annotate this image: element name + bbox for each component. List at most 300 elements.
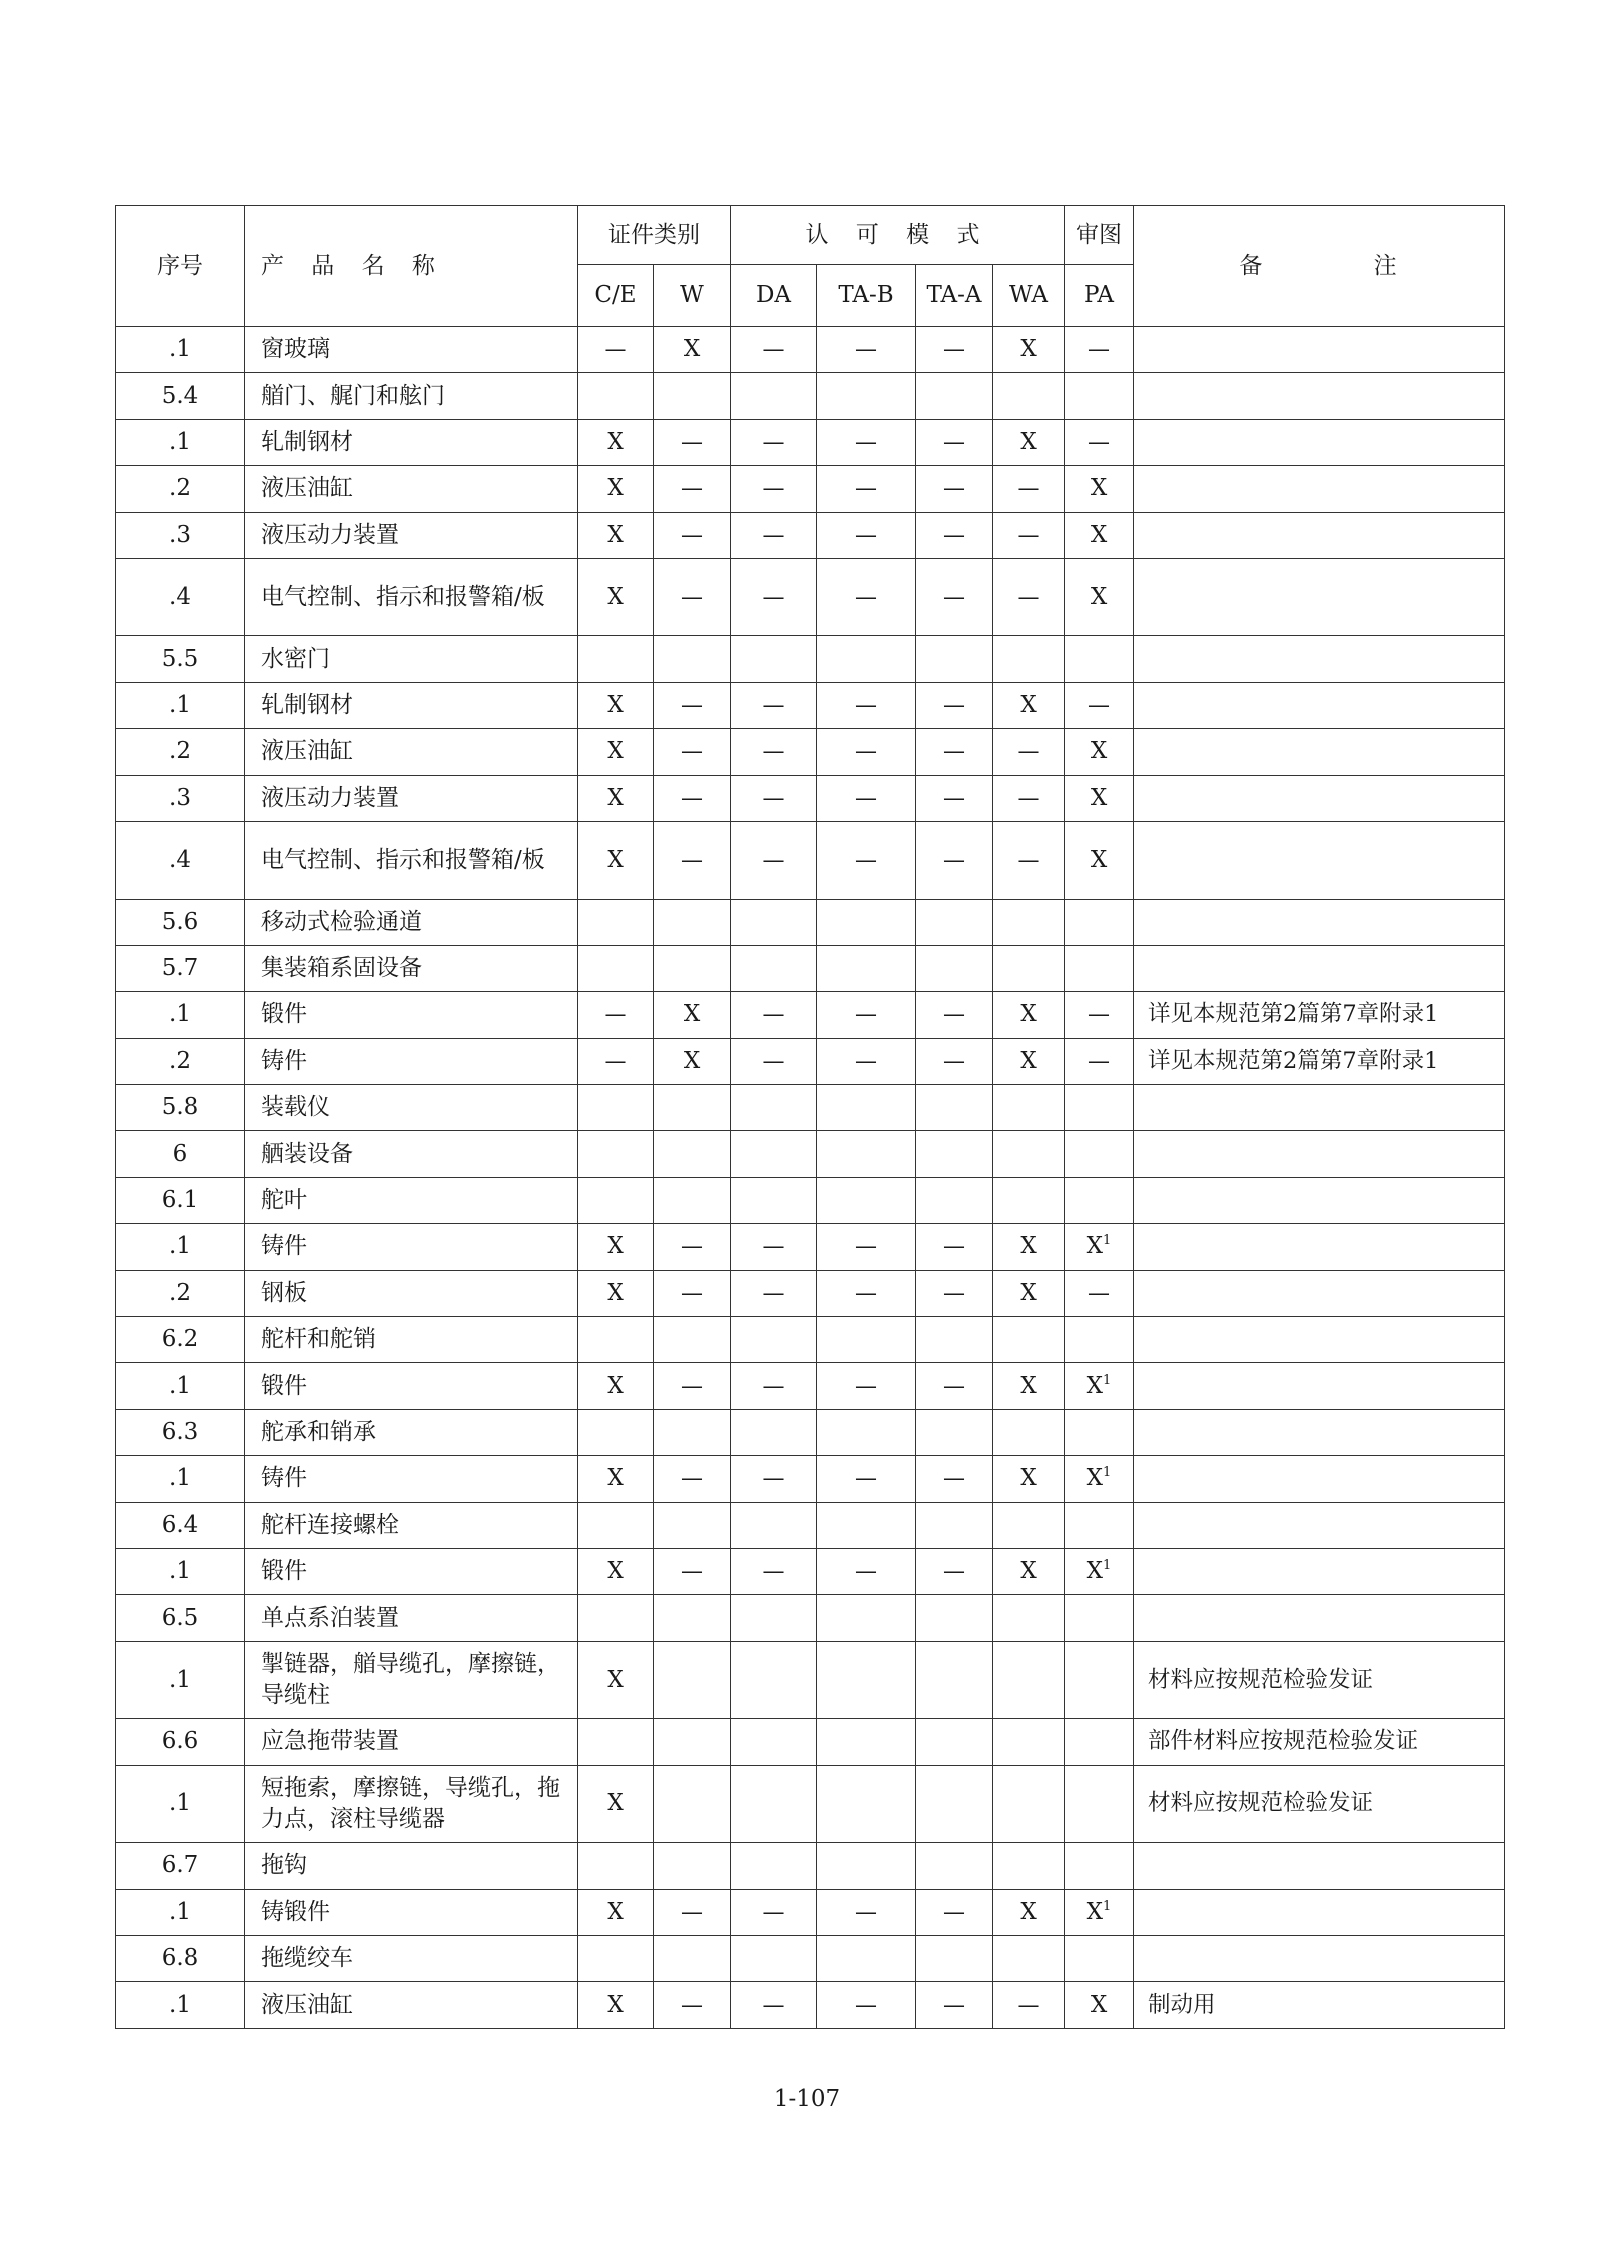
row-seq-number: .2	[116, 729, 245, 775]
mark-value: X	[607, 521, 624, 548]
row-mark-da	[731, 1595, 817, 1641]
row-product-name: 装载仪	[245, 1085, 578, 1131]
mark-value: —	[762, 1559, 785, 1585]
row-mark-pa	[1065, 1548, 1134, 1594]
row-mark-wa	[993, 1270, 1065, 1316]
col-header-da: DA	[731, 265, 817, 327]
row-mark-wa	[993, 419, 1065, 465]
row-remark	[1134, 1935, 1505, 1981]
row-mark-ta-a	[916, 1409, 993, 1455]
row-remark	[1134, 1270, 1505, 1316]
table-header	[116, 206, 1505, 327]
row-mark-da	[731, 1224, 817, 1270]
mark-value: —	[762, 476, 785, 502]
row-seq-number: .2	[116, 1270, 245, 1316]
table-row	[116, 1765, 1505, 1843]
row-mark-pa	[1065, 1038, 1134, 1084]
row-mark-da	[731, 1409, 817, 1455]
table-row	[116, 945, 1505, 991]
row-mark-ta-b	[817, 1889, 916, 1935]
footnote-marker: 1	[1103, 1465, 1112, 1481]
row-mark-ta-a	[916, 1131, 993, 1177]
row-seq-number: .3	[116, 512, 245, 558]
mark-value: —	[855, 429, 877, 455]
table-row	[116, 729, 1505, 775]
mark-value: —	[943, 739, 965, 765]
row-mark-pa	[1065, 822, 1134, 900]
row-mark-ta-a	[916, 327, 993, 373]
mark-value: X	[1090, 583, 1108, 610]
row-mark-wa	[993, 327, 1065, 373]
mark-value: —	[762, 1992, 785, 2018]
table-row	[116, 327, 1505, 373]
row-mark-ta-a	[916, 1270, 993, 1316]
row-product-name: 锻件	[245, 1363, 578, 1409]
row-mark-da	[731, 1131, 817, 1177]
row-mark-ta-b	[817, 729, 916, 775]
row-mark-wa	[993, 729, 1065, 775]
row-mark-pa	[1065, 1641, 1134, 1719]
row-mark-ta-a	[916, 1641, 993, 1719]
row-remark	[1134, 1409, 1505, 1455]
mark-value: —	[943, 584, 965, 610]
mark-value: —	[604, 1002, 627, 1028]
row-remark	[1134, 419, 1505, 465]
row-mark-pa	[1065, 373, 1134, 419]
col-header-wa: WA	[993, 265, 1065, 327]
row-product-name: 掣链器，艏导缆孔，摩擦链，导缆柱	[245, 1641, 578, 1719]
row-product-name: 水密门	[245, 636, 578, 682]
row-mark-pa	[1065, 1177, 1134, 1223]
row-mark-da	[731, 512, 817, 558]
row-mark-da	[731, 1085, 817, 1131]
mark-value: —	[1088, 429, 1110, 455]
row-mark-ta-a	[916, 1719, 993, 1765]
mark-value: —	[943, 522, 965, 548]
row-mark-pa	[1065, 1085, 1134, 1131]
row-mark-pa	[1065, 1317, 1134, 1363]
row-mark-ce	[578, 899, 654, 945]
row-mark-w	[654, 1224, 731, 1270]
row-mark-wa	[993, 1889, 1065, 1935]
mark-value: —	[943, 785, 965, 811]
mark-value: X	[1020, 428, 1037, 455]
mark-value: —	[943, 1048, 965, 1074]
mark-value: —	[855, 1234, 877, 1260]
row-mark-pa	[1065, 729, 1134, 775]
row-product-name: 艏门、艉门和舷门	[245, 373, 578, 419]
row-mark-ta-b	[817, 1502, 916, 1548]
mark-value: —	[762, 693, 785, 719]
row-remark	[1134, 373, 1505, 419]
table-row	[116, 373, 1505, 419]
row-mark-da	[731, 992, 817, 1038]
mark-value: X	[607, 692, 624, 719]
col-header-ta-a: TA-A	[916, 265, 993, 327]
row-mark-ce	[578, 1177, 654, 1223]
row-mark-ta-a	[916, 1982, 993, 2028]
row-remark	[1134, 1317, 1505, 1363]
mark-value: X	[1020, 336, 1037, 363]
row-remark	[1134, 945, 1505, 991]
row-mark-ta-b	[817, 1409, 916, 1455]
mark-value: —	[681, 476, 703, 502]
mark-value: —	[943, 1559, 965, 1585]
row-mark-pa	[1065, 1502, 1134, 1548]
row-mark-w	[654, 373, 731, 419]
row-mark-ta-b	[817, 1456, 916, 1502]
row-mark-ta-a	[916, 466, 993, 512]
row-mark-wa	[993, 1085, 1065, 1131]
row-mark-ta-a	[916, 1363, 993, 1409]
row-mark-pa	[1065, 945, 1134, 991]
row-mark-wa	[993, 1641, 1065, 1719]
mark-value: —	[855, 1280, 877, 1306]
col-header-product-name: 产 品 名 称	[245, 206, 578, 327]
row-mark-wa	[993, 1595, 1065, 1641]
mark-value: X	[1090, 784, 1108, 811]
row-product-name: 液压油缸	[245, 729, 578, 775]
row-remark	[1134, 1502, 1505, 1548]
mark-value: —	[855, 1466, 877, 1492]
row-seq-number: .2	[116, 466, 245, 512]
row-mark-w	[654, 419, 731, 465]
mark-value: —	[762, 785, 785, 811]
row-mark-ta-b	[817, 1363, 916, 1409]
approval-table	[115, 205, 1505, 2029]
row-mark-w	[654, 1502, 731, 1548]
mark-value: —	[1088, 1048, 1110, 1074]
row-mark-ce	[578, 1641, 654, 1719]
row-mark-w	[654, 466, 731, 512]
row-seq-number: .1	[116, 1641, 245, 1719]
row-mark-ta-a	[916, 822, 993, 900]
row-mark-ta-a	[916, 558, 993, 636]
mark-value: —	[681, 1234, 703, 1260]
row-mark-pa	[1065, 1595, 1134, 1641]
row-seq-number: 6.7	[116, 1843, 245, 1889]
row-mark-ta-a	[916, 1843, 993, 1889]
row-mark-pa	[1065, 512, 1134, 558]
footnote-marker: 1	[1103, 1233, 1112, 1249]
row-mark-w	[654, 992, 731, 1038]
row-mark-ce	[578, 1085, 654, 1131]
row-mark-pa	[1065, 1131, 1134, 1177]
mark-value: —	[855, 847, 877, 873]
row-mark-da	[731, 1889, 817, 1935]
row-product-name: 拖缆绞车	[245, 1935, 578, 1981]
table-row	[116, 512, 1505, 558]
row-mark-ta-b	[817, 1177, 916, 1223]
row-mark-pa	[1065, 1889, 1134, 1935]
row-mark-w	[654, 1935, 731, 1981]
row-mark-wa	[993, 558, 1065, 636]
row-mark-ce	[578, 1595, 654, 1641]
row-mark-ta-a	[916, 1595, 993, 1641]
row-mark-w	[654, 775, 731, 821]
row-seq-number: 5.5	[116, 636, 245, 682]
row-product-name: 轧制钢材	[245, 682, 578, 728]
row-mark-wa	[993, 682, 1065, 728]
row-mark-ta-b	[817, 775, 916, 821]
mark-value: —	[855, 693, 877, 719]
row-product-name: 铸件	[245, 1456, 578, 1502]
row-mark-pa	[1065, 636, 1134, 682]
col-header-remarks: 备 注	[1134, 206, 1505, 327]
row-seq-number: .2	[116, 1038, 245, 1084]
mark-value: —	[855, 584, 877, 610]
mark-value: X	[1086, 1233, 1104, 1260]
row-remark: 详见本规范第2篇第7章附录1	[1134, 1038, 1505, 1084]
row-mark-ce	[578, 822, 654, 900]
mark-value: —	[943, 1992, 965, 2018]
mark-value: —	[762, 1899, 785, 1925]
mark-value: —	[681, 1280, 703, 1306]
mark-value: —	[855, 739, 877, 765]
row-product-name: 液压动力装置	[245, 775, 578, 821]
col-header-cert-type: 证件类别	[578, 206, 731, 265]
row-mark-ta-b	[817, 992, 916, 1038]
row-mark-da	[731, 558, 817, 636]
row-mark-da	[731, 682, 817, 728]
row-mark-ce	[578, 466, 654, 512]
row-mark-ce	[578, 1982, 654, 2028]
row-mark-da	[731, 419, 817, 465]
row-mark-ta-b	[817, 636, 916, 682]
row-mark-wa	[993, 1719, 1065, 1765]
row-mark-wa	[993, 1224, 1065, 1270]
row-mark-w	[654, 1765, 731, 1843]
row-remark	[1134, 1548, 1505, 1594]
mark-value: —	[762, 1234, 785, 1260]
mark-value: —	[855, 337, 877, 363]
row-product-name: 铸件	[245, 1224, 578, 1270]
row-mark-pa	[1065, 1982, 1134, 2028]
row-product-name: 液压油缸	[245, 1982, 578, 2028]
mark-value: X	[1090, 475, 1108, 502]
row-mark-ta-a	[916, 1548, 993, 1594]
row-seq-number: .1	[116, 1363, 245, 1409]
mark-value: X	[1020, 1001, 1037, 1028]
row-mark-ce	[578, 1843, 654, 1889]
row-product-name: 短拖索，摩擦链，导缆孔，拖力点，滚柱导缆器	[245, 1765, 578, 1843]
row-mark-ta-b	[817, 1843, 916, 1889]
row-mark-ce	[578, 775, 654, 821]
mark-value: —	[943, 1373, 965, 1399]
row-product-name: 舵叶	[245, 1177, 578, 1223]
mark-value: —	[762, 1280, 785, 1306]
row-mark-ce	[578, 419, 654, 465]
row-mark-ce	[578, 327, 654, 373]
row-seq-number: 6.8	[116, 1935, 245, 1981]
row-mark-da	[731, 1719, 817, 1765]
row-mark-w	[654, 1456, 731, 1502]
mark-value: —	[762, 1002, 785, 1028]
row-remark	[1134, 729, 1505, 775]
row-mark-ta-b	[817, 512, 916, 558]
row-mark-w	[654, 1889, 731, 1935]
table-body	[116, 327, 1505, 2029]
mark-value: —	[943, 429, 965, 455]
mark-value: —	[855, 1559, 877, 1585]
mark-value: —	[762, 584, 785, 610]
row-mark-ta-b	[817, 466, 916, 512]
row-product-name: 液压动力装置	[245, 512, 578, 558]
table-row	[116, 1502, 1505, 1548]
row-mark-ce	[578, 1131, 654, 1177]
mark-value: —	[1088, 1280, 1110, 1306]
mark-value: X	[607, 1372, 624, 1399]
mark-value: —	[762, 739, 785, 765]
row-remark	[1134, 1363, 1505, 1409]
row-mark-w	[654, 1719, 731, 1765]
row-seq-number: .1	[116, 1889, 245, 1935]
row-mark-ta-b	[817, 327, 916, 373]
row-mark-ta-b	[817, 682, 916, 728]
mark-value: —	[1017, 739, 1040, 765]
row-remark	[1134, 636, 1505, 682]
mark-value: X	[1086, 1372, 1104, 1399]
mark-value: X	[1020, 692, 1037, 719]
row-mark-da	[731, 945, 817, 991]
row-remark	[1134, 1889, 1505, 1935]
row-product-name: 轧制钢材	[245, 419, 578, 465]
row-seq-number: 6.5	[116, 1595, 245, 1641]
row-mark-ta-b	[817, 1085, 916, 1131]
row-seq-number: 6.2	[116, 1317, 245, 1363]
row-mark-da	[731, 1641, 817, 1719]
table-row	[116, 558, 1505, 636]
row-remark: 部件材料应按规范检验发证	[1134, 1719, 1505, 1765]
row-mark-w	[654, 1131, 731, 1177]
table-row	[116, 1363, 1505, 1409]
row-seq-number: 6.1	[116, 1177, 245, 1223]
row-mark-ce	[578, 1270, 654, 1316]
row-product-name: 舵杆连接螺栓	[245, 1502, 578, 1548]
mark-value: —	[681, 584, 703, 610]
footnote-marker: 1	[1103, 1558, 1112, 1574]
mark-value: —	[762, 1373, 785, 1399]
page-number: 1-107	[773, 2086, 841, 2112]
row-product-name: 集装箱系固设备	[245, 945, 578, 991]
mark-value: X	[1086, 1558, 1104, 1585]
mark-value: —	[855, 785, 877, 811]
row-mark-w	[654, 1085, 731, 1131]
row-mark-w	[654, 636, 731, 682]
row-mark-ce	[578, 1317, 654, 1363]
mark-value: —	[762, 1048, 785, 1074]
mark-value: —	[855, 1899, 877, 1925]
row-remark	[1134, 1131, 1505, 1177]
table-row	[116, 1409, 1505, 1455]
row-seq-number: 5.6	[116, 899, 245, 945]
table-row	[116, 899, 1505, 945]
row-remark	[1134, 1224, 1505, 1270]
row-mark-pa	[1065, 1409, 1134, 1455]
table-row	[116, 822, 1505, 900]
row-product-name: 锻件	[245, 1548, 578, 1594]
mark-value: X	[683, 1001, 701, 1028]
table-row	[116, 1889, 1505, 1935]
mark-value: —	[681, 1466, 703, 1492]
row-mark-ta-a	[916, 775, 993, 821]
row-product-name: 铸件	[245, 1038, 578, 1084]
mark-value: —	[762, 847, 785, 873]
row-mark-wa	[993, 466, 1065, 512]
mark-value: —	[943, 1002, 965, 1028]
row-mark-wa	[993, 1409, 1065, 1455]
row-mark-ta-a	[916, 419, 993, 465]
row-mark-da	[731, 1502, 817, 1548]
row-mark-pa	[1065, 1270, 1134, 1316]
row-seq-number: 6.6	[116, 1719, 245, 1765]
mark-value: X	[607, 784, 624, 811]
mark-value: X	[1020, 1372, 1037, 1399]
row-mark-ta-a	[916, 1224, 993, 1270]
row-mark-ta-b	[817, 1719, 916, 1765]
row-remark	[1134, 1456, 1505, 1502]
row-mark-ce	[578, 1363, 654, 1409]
mark-value: X	[607, 738, 624, 765]
row-mark-wa	[993, 1038, 1065, 1084]
row-mark-da	[731, 1982, 817, 2028]
table-row	[116, 1843, 1505, 1889]
mark-value: X	[607, 846, 624, 873]
row-mark-ce	[578, 1889, 654, 1935]
row-mark-pa	[1065, 1456, 1134, 1502]
row-seq-number: 5.8	[116, 1085, 245, 1131]
row-mark-ce	[578, 1765, 654, 1843]
table-row	[116, 682, 1505, 728]
row-mark-ta-a	[916, 1317, 993, 1363]
row-mark-ta-b	[817, 1317, 916, 1363]
row-seq-number: 5.4	[116, 373, 245, 419]
row-mark-w	[654, 945, 731, 991]
row-mark-w	[654, 1363, 731, 1409]
mark-value: —	[943, 693, 965, 719]
table-row	[116, 1177, 1505, 1223]
row-product-name: 铸锻件	[245, 1889, 578, 1935]
row-product-name: 舵承和销承	[245, 1409, 578, 1455]
mark-value: X	[607, 583, 624, 610]
mark-value: —	[943, 1280, 965, 1306]
row-remark	[1134, 558, 1505, 636]
mark-value: —	[855, 1048, 877, 1074]
mark-value: —	[1088, 693, 1110, 719]
row-mark-pa	[1065, 1843, 1134, 1889]
row-mark-ta-a	[916, 729, 993, 775]
row-mark-ta-b	[817, 1270, 916, 1316]
row-mark-w	[654, 1843, 731, 1889]
table-row	[116, 1595, 1505, 1641]
row-mark-pa	[1065, 899, 1134, 945]
row-product-name: 液压油缸	[245, 466, 578, 512]
table-row	[116, 1641, 1505, 1719]
row-mark-w	[654, 729, 731, 775]
mark-value: —	[1017, 847, 1040, 873]
row-mark-ce	[578, 1224, 654, 1270]
row-remark	[1134, 466, 1505, 512]
row-mark-wa	[993, 945, 1065, 991]
table-row	[116, 636, 1505, 682]
col-header-ce: C/E	[578, 265, 654, 327]
mark-value: —	[681, 429, 703, 455]
row-mark-ta-b	[817, 419, 916, 465]
row-mark-wa	[993, 373, 1065, 419]
row-mark-wa	[993, 636, 1065, 682]
row-mark-wa	[993, 992, 1065, 1038]
mark-value: X	[607, 1666, 624, 1693]
